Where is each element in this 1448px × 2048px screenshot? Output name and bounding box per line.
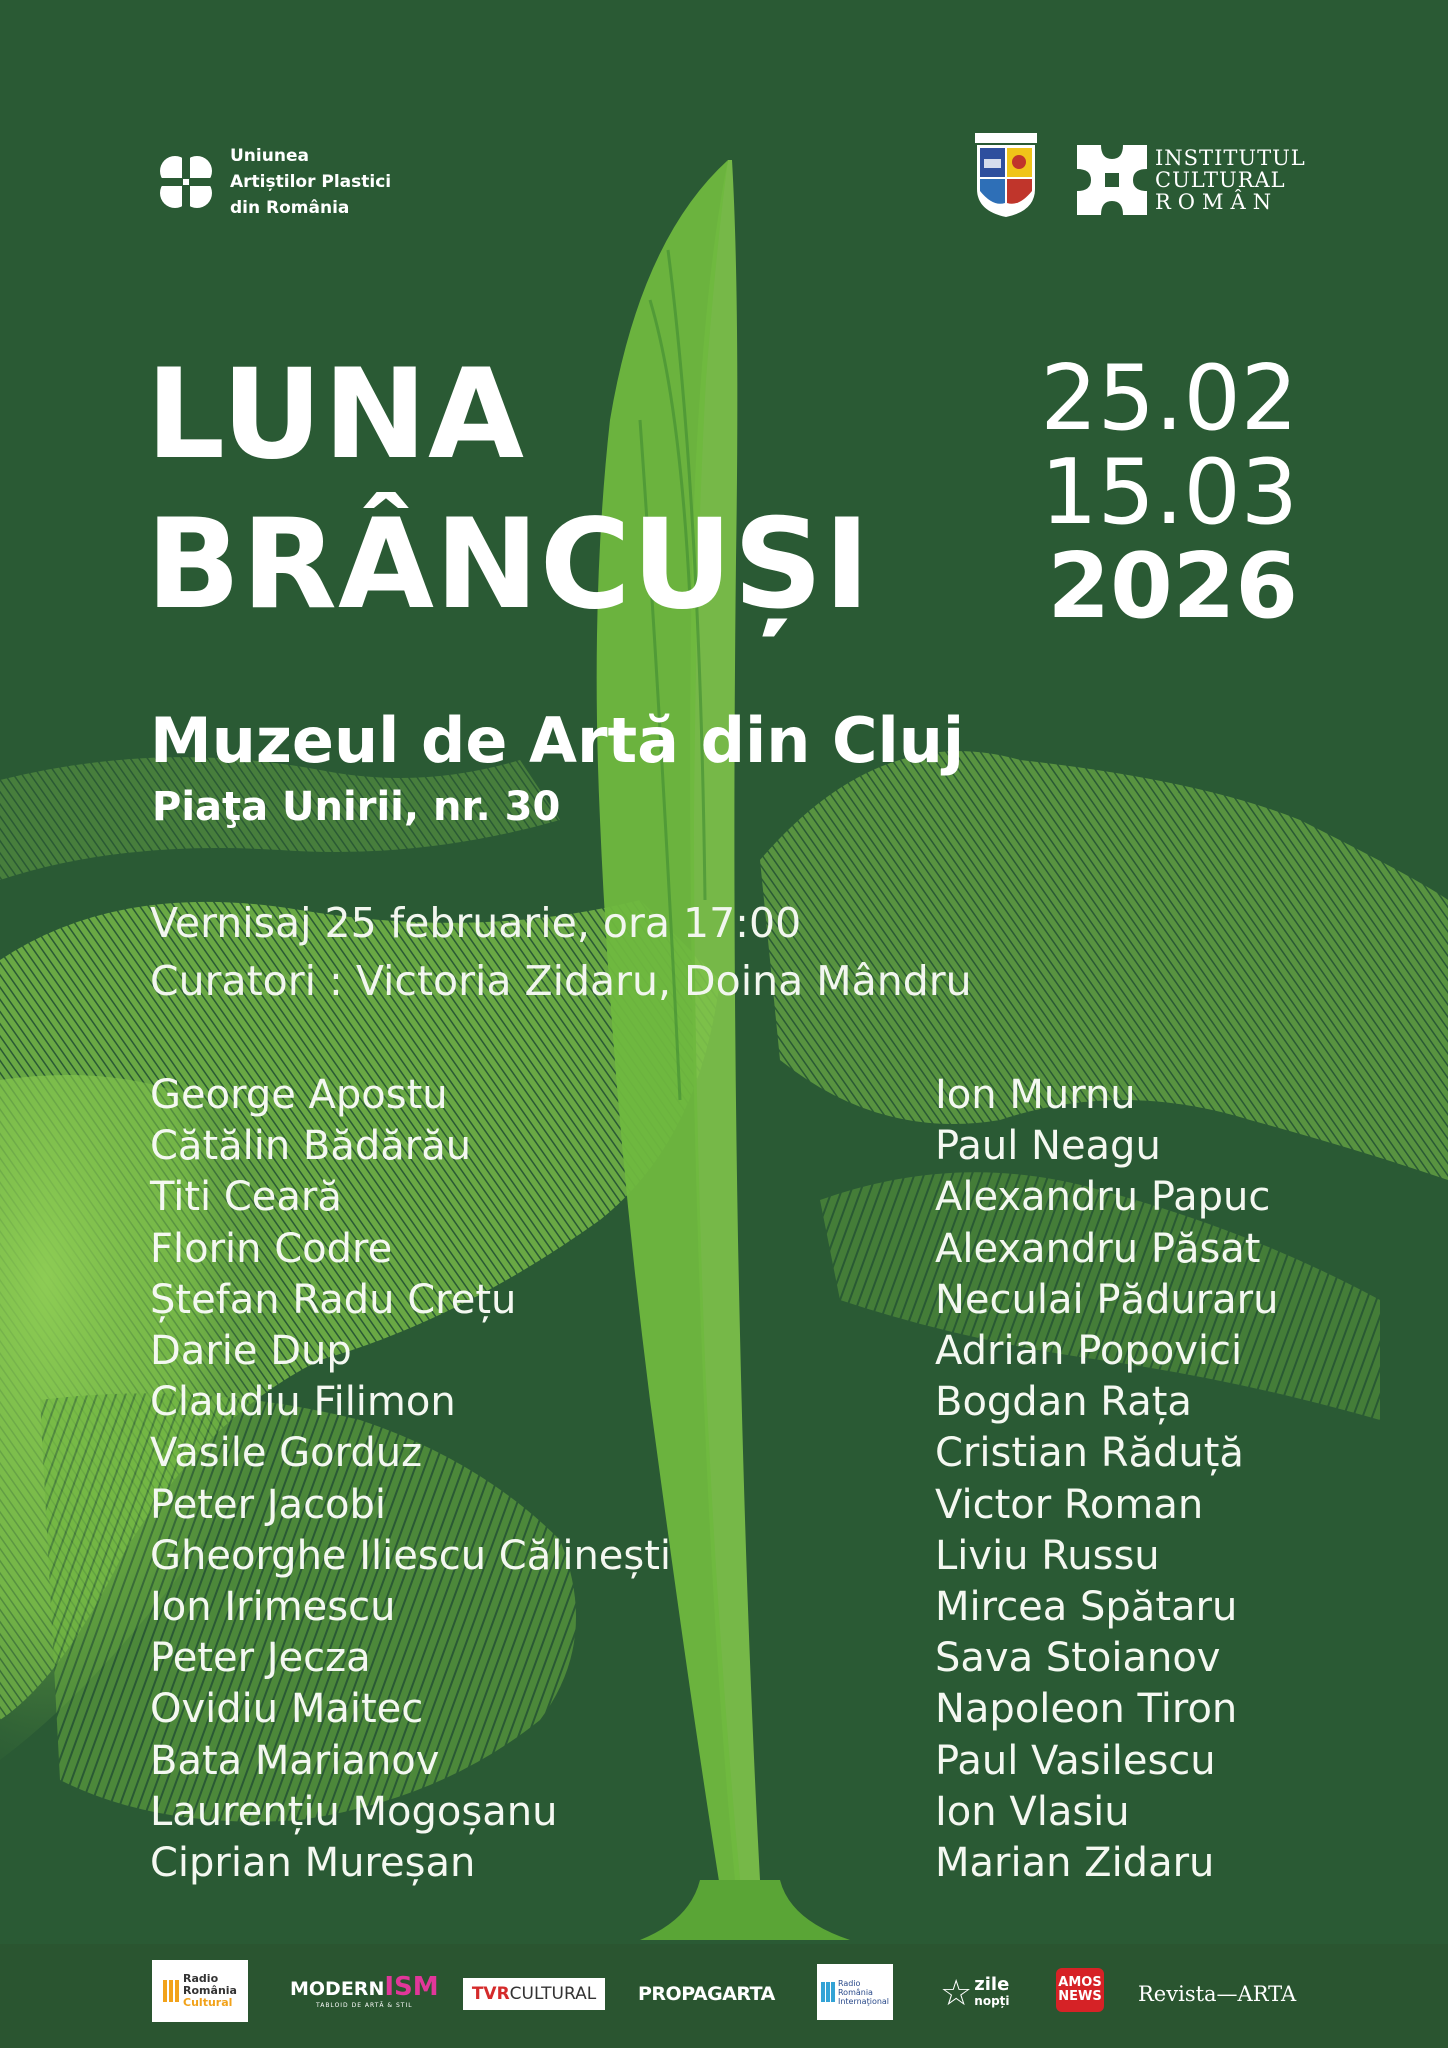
event-info bbox=[150, 894, 972, 1010]
artist-name: Marian Zidaru bbox=[935, 1840, 1215, 1887]
icr-line-2: CULTURAL bbox=[1155, 168, 1286, 192]
uap-line-3: din România bbox=[230, 198, 350, 218]
artist-name: Sava Stoianov bbox=[935, 1635, 1221, 1682]
rri-line-3: Internaţional bbox=[837, 1996, 890, 2006]
artist-name: Liviu Russu bbox=[935, 1532, 1160, 1579]
date-year: 2026 bbox=[1047, 534, 1298, 639]
artist-name: Laurențiu Mogoșanu bbox=[150, 1788, 558, 1835]
revista-arta-logo: Revista—ARTA bbox=[1138, 1982, 1297, 2006]
tvr-word: CULTURAL bbox=[509, 1984, 597, 2004]
artist-name: Bogdan Rața bbox=[935, 1379, 1192, 1426]
artist-name: Napoleon Tiron bbox=[935, 1686, 1238, 1733]
uap-logo bbox=[150, 143, 391, 221]
date-start: 25.02 bbox=[1040, 346, 1298, 451]
artist-name: Cristian Răduță bbox=[935, 1430, 1244, 1477]
artist-name: Mircea Spătaru bbox=[935, 1584, 1238, 1631]
rri-line-2: România bbox=[837, 1987, 873, 1997]
artist-name: Paul Vasilescu bbox=[935, 1737, 1216, 1784]
date-end: 15.03 bbox=[1040, 440, 1298, 545]
artist-name: Adrian Popovici bbox=[935, 1328, 1243, 1375]
title-line-1: LUNA bbox=[146, 343, 526, 487]
artist-name: Ovidiu Maitec bbox=[150, 1686, 424, 1733]
artist-name: Neculai Păduraru bbox=[935, 1276, 1279, 1323]
tvr-mark: TVR bbox=[471, 1984, 510, 2004]
artist-name: Ion Murnu bbox=[935, 1072, 1136, 1118]
artist-name: Peter Jacobi bbox=[150, 1481, 387, 1528]
amos-news-logo bbox=[1056, 1968, 1104, 2012]
zile-word: zile bbox=[974, 1974, 1010, 1995]
radio-romania-cultural-logo bbox=[152, 1960, 248, 2022]
uap-line-2: Artiștilor Plastici bbox=[230, 172, 392, 192]
artist-name: Titi Ceară bbox=[150, 1174, 342, 1221]
artist-name: Victor Roman bbox=[935, 1481, 1204, 1528]
rri-line-1: Radio bbox=[837, 1978, 861, 1988]
artist-name: Bata Marianov bbox=[150, 1737, 440, 1784]
modernism-logo bbox=[290, 1972, 439, 2008]
curators-text: Curatori : Victoria Zidaru, Doina Mândru bbox=[150, 957, 972, 1005]
event-title bbox=[146, 340, 871, 640]
radio-bars-icon bbox=[163, 1980, 179, 2002]
modernism-part-2: ISM bbox=[384, 1971, 439, 2002]
star-icon: ☆ bbox=[940, 1972, 973, 2014]
uap-line-1: Uniunea bbox=[230, 146, 309, 166]
nopti-word: nopți bbox=[974, 1994, 1010, 2008]
cluj-county-council-crest-icon bbox=[975, 133, 1037, 217]
zile-nopti-logo bbox=[940, 1968, 1010, 2018]
radio-romania-international-logo bbox=[817, 1964, 893, 2020]
title-line-2: BRÂNCUȘI bbox=[146, 493, 871, 637]
modernism-part-1: MODERN bbox=[290, 1977, 385, 2000]
news-word: NEWS bbox=[1058, 1989, 1102, 2004]
artist-name: Vasile Gorduz bbox=[150, 1430, 423, 1477]
artist-name: Ștefan Radu Crețu bbox=[150, 1276, 517, 1323]
artists-list-left bbox=[150, 1070, 671, 1889]
uap-clover-icon bbox=[150, 146, 222, 218]
propagarta-logo: PROPAGARTA bbox=[638, 1983, 775, 2005]
artist-name: Cătălin Bădărău bbox=[150, 1123, 472, 1170]
uap-name bbox=[230, 143, 391, 221]
artist-name: Claudiu Filimon bbox=[150, 1379, 456, 1426]
radio-bars-icon bbox=[821, 1982, 835, 2002]
artist-name: Ion Vlasiu bbox=[935, 1788, 1130, 1835]
icr-line-3: ROMÂN bbox=[1155, 190, 1279, 214]
rrc-line-2: România bbox=[183, 1984, 237, 1997]
artist-name: Ion Irimescu bbox=[150, 1584, 396, 1631]
event-dates bbox=[1040, 346, 1298, 639]
rrc-line-3: Cultural bbox=[183, 1996, 233, 2009]
artist-name: Peter Jecza bbox=[150, 1635, 371, 1682]
opening-text: Vernisaj 25 februarie, ora 17:00 bbox=[150, 899, 802, 947]
modernism-sub: TABLOID DE ARTĂ & STIL bbox=[316, 2001, 413, 2009]
venue-name: Muzeul de Artă din Cluj bbox=[150, 704, 965, 777]
artist-name: Florin Codre bbox=[150, 1225, 393, 1272]
artist-name: Gheorghe Iliescu Călinești bbox=[150, 1532, 672, 1579]
artist-name: George Apostu bbox=[150, 1072, 448, 1118]
artist-name: Paul Neagu bbox=[935, 1123, 1161, 1170]
artist-name: Alexandru Păsat bbox=[935, 1225, 1261, 1272]
partners-footer bbox=[0, 1944, 1448, 2048]
icr-logo bbox=[1077, 145, 1306, 215]
icr-line-1: INSTITUTUL bbox=[1155, 146, 1306, 170]
venue-address: Piaţa Unirii, nr. 30 bbox=[152, 784, 561, 830]
artist-name: Ciprian Mureșan bbox=[150, 1840, 476, 1887]
icr-name bbox=[1155, 147, 1306, 213]
tvr-cultural-logo bbox=[463, 1978, 605, 2010]
artist-name: Darie Dup bbox=[150, 1328, 352, 1375]
artists-list-right bbox=[935, 1070, 1278, 1889]
icr-cross-icon bbox=[1077, 145, 1147, 215]
amos-word: AMOS bbox=[1058, 1975, 1102, 1990]
rrc-line-1: Radio bbox=[183, 1972, 219, 1985]
artist-name: Alexandru Papuc bbox=[935, 1174, 1271, 1221]
